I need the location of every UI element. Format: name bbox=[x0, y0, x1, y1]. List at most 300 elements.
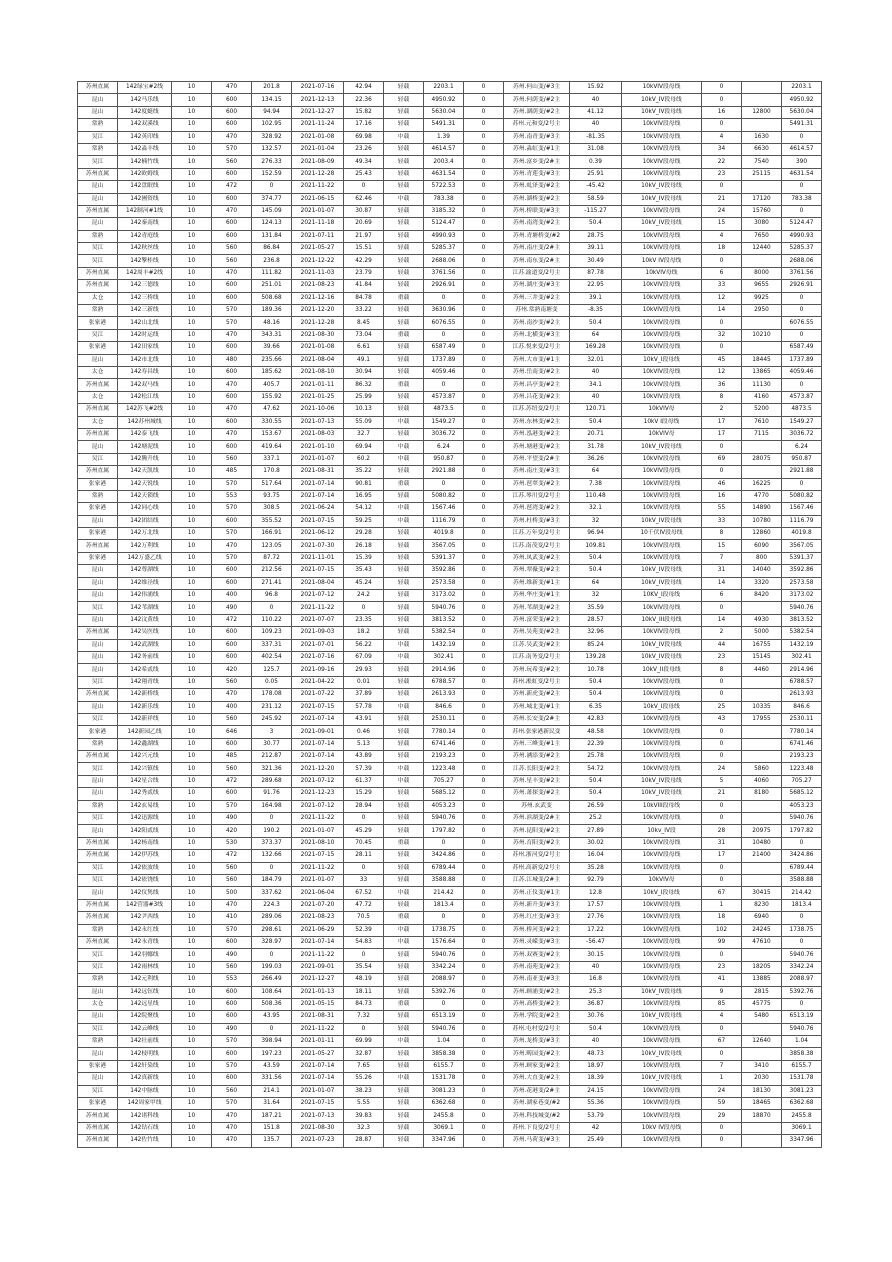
cell-substation: 苏州.常熟南塘变 bbox=[504, 305, 570, 317]
cell-substation: 苏州.青莲变/#3主 bbox=[504, 168, 570, 180]
cell-date: 2021-01-07 bbox=[292, 875, 344, 887]
cell-margin: 50.4 bbox=[570, 676, 622, 688]
cell-substation: 苏州.灵嵘变/#3主 bbox=[504, 936, 570, 948]
table-row bbox=[78, 428, 822, 440]
cell-date: 2021-08-09 bbox=[292, 156, 344, 168]
cell-current-value: 30.77 bbox=[252, 738, 292, 750]
cell-capacity: 2573.58 bbox=[424, 577, 464, 589]
cell-line-name: 142盘眠线 bbox=[118, 181, 172, 193]
cell-capacity: 3761.56 bbox=[424, 267, 464, 279]
cell-users: 17 bbox=[702, 428, 742, 440]
cell-voltage-kv: 10 bbox=[172, 428, 212, 440]
cell-substation: 苏州.元和变/2号主 bbox=[504, 119, 570, 131]
cell-bus-section: 10kVIV段母线 bbox=[622, 156, 702, 168]
cell-line-name: 142苇湖线 bbox=[118, 602, 172, 614]
cell-rated-current: 560 bbox=[212, 961, 252, 973]
cell-line-name: 142依饶线 bbox=[118, 875, 172, 887]
cell-current-value: 398.94 bbox=[252, 1036, 292, 1048]
cell-district: 昆山 bbox=[78, 664, 118, 676]
cell-capacity: 783.38 bbox=[424, 193, 464, 205]
cell-rated-current: 472 bbox=[212, 181, 252, 193]
cell-voltage-kv: 10 bbox=[172, 143, 212, 155]
cell-district: 苏州直属 bbox=[78, 837, 118, 849]
cell-margin: 50.4 bbox=[570, 1023, 622, 1035]
cell-load-rate: 49.34 bbox=[344, 156, 384, 168]
cell-voltage-kv: 10 bbox=[172, 689, 212, 701]
cell-current-value: 135.7 bbox=[252, 1135, 292, 1147]
cell-line-name: 142秀贰线 bbox=[118, 788, 172, 800]
cell-rated-current: 600 bbox=[212, 515, 252, 527]
cell-transferable: 1738.75 bbox=[782, 924, 822, 936]
cell-flag: 0 bbox=[464, 1110, 504, 1122]
table-row bbox=[78, 998, 822, 1010]
cell-substation: 江苏.吴武变/#2主 bbox=[504, 639, 570, 651]
cell-rated-current: 600 bbox=[212, 627, 252, 639]
cell-margin: 39.1 bbox=[570, 292, 622, 304]
cell-bus-section: 10kVIV段母线 bbox=[622, 168, 702, 180]
cell-rated-current: 600 bbox=[212, 639, 252, 651]
cell-line-name: 142雨林线 bbox=[118, 961, 172, 973]
cell-users: 25 bbox=[702, 701, 742, 713]
cell-line-name: 142阳贰线 bbox=[118, 825, 172, 837]
cell-district: 吴江 bbox=[78, 156, 118, 168]
cell-transferable: 1813.4 bbox=[782, 899, 822, 911]
cell-load-rate: 29.93 bbox=[344, 664, 384, 676]
cell-rated-current: 560 bbox=[212, 156, 252, 168]
cell-voltage-kv: 10 bbox=[172, 255, 212, 267]
cell-users: 44 bbox=[702, 639, 742, 651]
cell-flag: 0 bbox=[464, 342, 504, 354]
cell-transferable: 6.24 bbox=[782, 441, 822, 453]
cell-margin: 30.02 bbox=[570, 837, 622, 849]
cell-flag: 0 bbox=[464, 230, 504, 242]
table-row bbox=[78, 850, 822, 862]
cell-substation: 苏州.南湾变/#2主 bbox=[504, 218, 570, 230]
cell-transferable: 5630.04 bbox=[782, 106, 822, 118]
cell-load-level: 轻载 bbox=[384, 986, 424, 998]
cell-bus-section: 10kVIV段母线 bbox=[622, 379, 702, 391]
cell-bus-section: 10kVIV母线 bbox=[622, 267, 702, 279]
cell-margin: 110.48 bbox=[570, 490, 622, 502]
cell-bus-section: 10kV_I段母线 bbox=[622, 701, 702, 713]
cell-date: 2021-07-12 bbox=[292, 775, 344, 787]
cell-flag: 0 bbox=[464, 788, 504, 800]
cell-margin: 16.8 bbox=[570, 974, 622, 986]
cell-current-value: 155.92 bbox=[252, 391, 292, 403]
cell-rated-current: 490 bbox=[212, 813, 252, 825]
table-row bbox=[78, 243, 822, 255]
cell-capacity: 3342.24 bbox=[424, 961, 464, 973]
cell-current-value: 151.8 bbox=[252, 1122, 292, 1134]
cell-district: 吴江 bbox=[78, 131, 118, 143]
cell-current-value: 402.54 bbox=[252, 651, 292, 663]
table-row bbox=[78, 899, 822, 911]
cell-district: 吴江 bbox=[78, 875, 118, 887]
cell-voltage-kv: 10 bbox=[172, 478, 212, 490]
cell-users: 69 bbox=[702, 453, 742, 465]
cell-date: 2021-07-13 bbox=[292, 1110, 344, 1122]
cell-capacity: 302.41 bbox=[424, 651, 464, 663]
cell-date: 2021-12-27 bbox=[292, 106, 344, 118]
cell-users: 0 bbox=[702, 813, 742, 825]
cell-current-value: 0 bbox=[252, 1023, 292, 1035]
cell-load-rate: 21.97 bbox=[344, 230, 384, 242]
cell-date: 2021-07-12 bbox=[292, 590, 344, 602]
cell-date: 2021-01-07 bbox=[292, 1085, 344, 1097]
cell-date: 2021-06-04 bbox=[292, 887, 344, 899]
cell-load-rate: 32.7 bbox=[344, 428, 384, 440]
cell-user-capacity bbox=[742, 466, 782, 478]
cell-capacity: 6155.7 bbox=[424, 1060, 464, 1072]
table-row bbox=[78, 936, 822, 948]
cell-substation: 苏州.维新变/#1主 bbox=[504, 577, 570, 589]
cell-user-capacity: 3320 bbox=[742, 577, 782, 589]
cell-load-level: 轻载 bbox=[384, 168, 424, 180]
cell-flag: 0 bbox=[464, 255, 504, 267]
cell-margin: 28.57 bbox=[570, 614, 622, 626]
cell-current-value: 91.76 bbox=[252, 788, 292, 800]
table-row bbox=[78, 775, 822, 787]
cell-date: 2021-12-16 bbox=[292, 292, 344, 304]
cell-user-capacity: 10335 bbox=[742, 701, 782, 713]
cell-bus-section: 10kVIV母 bbox=[622, 404, 702, 416]
cell-line-name: 142兴元线 bbox=[118, 751, 172, 763]
cell-capacity: 5285.37 bbox=[424, 243, 464, 255]
cell-substation: 苏州.翠薇变/#2主 bbox=[504, 565, 570, 577]
cell-date: 2021-01-07 bbox=[292, 453, 344, 465]
cell-current-value: 355.52 bbox=[252, 515, 292, 527]
cell-voltage-kv: 10 bbox=[172, 627, 212, 639]
cell-load-rate: 0 bbox=[344, 602, 384, 614]
cell-substation: 苏州.湖荫变/#2主 bbox=[504, 106, 570, 118]
cell-rated-current: 570 bbox=[212, 503, 252, 515]
cell-flag: 0 bbox=[464, 1023, 504, 1035]
cell-load-rate: 8.45 bbox=[344, 317, 384, 329]
cell-load-rate: 29.28 bbox=[344, 528, 384, 540]
cell-users: 0 bbox=[702, 1122, 742, 1134]
cell-substation: 苏州.花港变/2#主 bbox=[504, 1085, 570, 1097]
cell-user-capacity: 10780 bbox=[742, 515, 782, 527]
cell-date: 2021-07-15 bbox=[292, 515, 344, 527]
cell-bus-section: 10kVIV段母线 bbox=[622, 230, 702, 242]
cell-load-rate: 17.16 bbox=[344, 119, 384, 131]
cell-load-level: 重载 bbox=[384, 837, 424, 849]
cell-district: 吴江 bbox=[78, 813, 118, 825]
cell-rated-current: 490 bbox=[212, 602, 252, 614]
cell-current-value: 308.5 bbox=[252, 503, 292, 515]
cell-margin: 30.76 bbox=[570, 1011, 622, 1023]
cell-rated-current: 470 bbox=[212, 1122, 252, 1134]
cell-users: 31 bbox=[702, 837, 742, 849]
cell-rated-current: 600 bbox=[212, 168, 252, 180]
cell-load-rate: 22.36 bbox=[344, 94, 384, 106]
cell-current-value: 231.12 bbox=[252, 701, 292, 713]
cell-load-level: 轻载 bbox=[384, 590, 424, 602]
table-row bbox=[78, 1011, 822, 1023]
cell-load-rate: 61.37 bbox=[344, 775, 384, 787]
cell-transferable: 5391.37 bbox=[782, 552, 822, 564]
cell-load-level: 轻载 bbox=[384, 267, 424, 279]
cell-voltage-kv: 10 bbox=[172, 466, 212, 478]
cell-transferable: 4019.8 bbox=[782, 528, 822, 540]
cell-voltage-kv: 10 bbox=[172, 1048, 212, 1060]
cell-line-name: 142英印线 bbox=[118, 131, 172, 143]
cell-date: 2021-08-04 bbox=[292, 354, 344, 366]
cell-substation: 苏州.桥河变/#2主 bbox=[504, 924, 570, 936]
cell-margin: 27.76 bbox=[570, 912, 622, 924]
cell-date: 2021-11-22 bbox=[292, 949, 344, 961]
cell-district: 苏州直属 bbox=[78, 428, 118, 440]
cell-district: 昆山 bbox=[78, 825, 118, 837]
cell-user-capacity: 25115 bbox=[742, 168, 782, 180]
cell-substation: 苏州.南沙变/#2主 bbox=[504, 317, 570, 329]
cell-user-capacity: 12640 bbox=[742, 1036, 782, 1048]
cell-flag: 0 bbox=[464, 639, 504, 651]
cell-user-capacity bbox=[742, 751, 782, 763]
cell-flag: 0 bbox=[464, 292, 504, 304]
cell-bus-section: 10kVIV段母线 bbox=[622, 1085, 702, 1097]
cell-load-level: 轻载 bbox=[384, 1122, 424, 1134]
cell-load-rate: 23.26 bbox=[344, 143, 384, 155]
cell-current-value: 212.56 bbox=[252, 565, 292, 577]
cell-substation: 苏州.东林变/#2主 bbox=[504, 416, 570, 428]
cell-users: 55 bbox=[702, 503, 742, 515]
cell-load-level: 轻载 bbox=[384, 751, 424, 763]
cell-capacity: 5392.76 bbox=[424, 986, 464, 998]
cell-current-value: 145.09 bbox=[252, 205, 292, 217]
cell-margin: 42 bbox=[570, 1122, 622, 1134]
cell-district: 昆山 bbox=[78, 590, 118, 602]
cell-rated-current: 420 bbox=[212, 825, 252, 837]
cell-bus-section: 10kV_I段母线 bbox=[622, 354, 702, 366]
cell-voltage-kv: 10 bbox=[172, 614, 212, 626]
cell-substation: 江苏.琴川变/2号主 bbox=[504, 490, 570, 502]
cell-load-level: 轻载 bbox=[384, 961, 424, 973]
cell-margin: -8.35 bbox=[570, 305, 622, 317]
cell-line-name: 142云峰线 bbox=[118, 1023, 172, 1035]
cell-load-rate: 69.99 bbox=[344, 1036, 384, 1048]
cell-margin: 30.49 bbox=[570, 255, 622, 267]
cell-voltage-kv: 10 bbox=[172, 676, 212, 688]
cell-load-level: 轻载 bbox=[384, 540, 424, 552]
table-row bbox=[78, 639, 822, 651]
cell-district: 常熟 bbox=[78, 305, 118, 317]
cell-rated-current: 470 bbox=[212, 1110, 252, 1122]
cell-capacity: 1797.82 bbox=[424, 825, 464, 837]
cell-line-name: 142翔青线 bbox=[118, 676, 172, 688]
cell-user-capacity: 4160 bbox=[742, 391, 782, 403]
cell-flag: 0 bbox=[464, 726, 504, 738]
cell-transferable: 3347.96 bbox=[782, 1135, 822, 1147]
cell-flag: 0 bbox=[464, 1036, 504, 1048]
cell-substation: 苏州.南庄变/#3主 bbox=[504, 466, 570, 478]
cell-load-rate: 56.22 bbox=[344, 639, 384, 651]
cell-margin: 40 bbox=[570, 119, 622, 131]
cell-user-capacity bbox=[742, 949, 782, 961]
cell-bus-section: 10kVIV段母线 bbox=[622, 689, 702, 701]
cell-voltage-kv: 10 bbox=[172, 1122, 212, 1134]
cell-users: 0 bbox=[702, 1048, 742, 1060]
cell-date: 2021-01-04 bbox=[292, 143, 344, 155]
cell-line-name: 142三新线 bbox=[118, 305, 172, 317]
cell-line-name: 142秦南线 bbox=[118, 218, 172, 230]
cell-current-value: 134.15 bbox=[252, 94, 292, 106]
cell-rated-current: 470 bbox=[212, 540, 252, 552]
cell-margin: 64 bbox=[570, 577, 622, 589]
cell-transferable: 2688.06 bbox=[782, 255, 822, 267]
table-row bbox=[78, 1023, 822, 1035]
cell-capacity: 0 bbox=[424, 478, 464, 490]
cell-current-value: 31.64 bbox=[252, 1098, 292, 1110]
cell-transferable: 5940.76 bbox=[782, 949, 822, 961]
table-row bbox=[78, 763, 822, 775]
table-row bbox=[78, 317, 822, 329]
cell-flag: 0 bbox=[464, 887, 504, 899]
cell-district: 苏州直属 bbox=[78, 627, 118, 639]
cell-line-name: 142同心线 bbox=[118, 503, 172, 515]
cell-user-capacity: 17120 bbox=[742, 193, 782, 205]
cell-user-capacity: 18205 bbox=[742, 961, 782, 973]
cell-date: 2021-07-16 bbox=[292, 651, 344, 663]
cell-bus-section: 10kV_IV段母线 bbox=[622, 986, 702, 998]
cell-line-name: 142依波线 bbox=[118, 862, 172, 874]
cell-load-rate: 49.1 bbox=[344, 354, 384, 366]
cell-rated-current: 570 bbox=[212, 552, 252, 564]
table-row bbox=[78, 181, 822, 193]
table-row bbox=[78, 713, 822, 725]
cell-load-rate: 73.04 bbox=[344, 329, 384, 341]
cell-transferable: 4053.23 bbox=[782, 800, 822, 812]
cell-capacity: 0 bbox=[424, 837, 464, 849]
cell-flag: 0 bbox=[464, 205, 504, 217]
cell-load-level: 轻载 bbox=[384, 156, 424, 168]
table-row bbox=[78, 515, 822, 527]
cell-line-name: 142欧姆线 bbox=[118, 168, 172, 180]
cell-load-rate: 28.94 bbox=[344, 800, 384, 812]
cell-load-rate: 57.78 bbox=[344, 701, 384, 713]
cell-current-value: 0 bbox=[252, 862, 292, 874]
cell-line-name: 142汶黄线 bbox=[118, 614, 172, 626]
cell-substation: 苏州.顾家变/#2主 bbox=[504, 1060, 570, 1072]
cell-load-level: 重载 bbox=[384, 329, 424, 341]
cell-flag: 0 bbox=[464, 528, 504, 540]
cell-transferable: 6513.19 bbox=[782, 1011, 822, 1023]
cell-users: 9 bbox=[702, 986, 742, 998]
cell-bus-section: 10KV_I段母线 bbox=[622, 590, 702, 602]
cell-rated-current: 600 bbox=[212, 193, 252, 205]
cell-load-level: 轻载 bbox=[384, 354, 424, 366]
cell-flag: 0 bbox=[464, 800, 504, 812]
cell-flag: 0 bbox=[464, 862, 504, 874]
cell-transferable: 1797.82 bbox=[782, 825, 822, 837]
cell-capacity: 1.04 bbox=[424, 1036, 464, 1048]
cell-transferable: 3424.86 bbox=[782, 850, 822, 862]
cell-transferable: 3761.56 bbox=[782, 267, 822, 279]
cell-line-name: 142壮前线 bbox=[118, 1036, 172, 1048]
cell-margin: 50.4 bbox=[570, 416, 622, 428]
cell-load-level: 轻载 bbox=[384, 255, 424, 267]
cell-flag: 0 bbox=[464, 168, 504, 180]
cell-load-level: 中载 bbox=[384, 416, 424, 428]
cell-line-name: 142星合线 bbox=[118, 775, 172, 787]
cell-transferable: 6155.7 bbox=[782, 1060, 822, 1072]
cell-line-name: 142三桥线 bbox=[118, 292, 172, 304]
cell-substation: 江苏.苏纽变/2号主 bbox=[504, 404, 570, 416]
cell-load-level: 轻载 bbox=[384, 627, 424, 639]
cell-flag: 0 bbox=[464, 305, 504, 317]
cell-load-rate: 0.01 bbox=[344, 676, 384, 688]
cell-substation: 苏州.虬泽变/#2主 bbox=[504, 181, 570, 193]
cell-voltage-kv: 10 bbox=[172, 515, 212, 527]
cell-users: 0 bbox=[702, 342, 742, 354]
cell-load-rate: 20.69 bbox=[344, 218, 384, 230]
cell-rated-current: 570 bbox=[212, 1060, 252, 1072]
cell-substation: 苏州.育阳变/#2主 bbox=[504, 837, 570, 849]
cell-bus-section: 10kVIV段母线 bbox=[622, 949, 702, 961]
cell-voltage-kv: 10 bbox=[172, 961, 212, 973]
table-row bbox=[78, 329, 822, 341]
cell-voltage-kv: 10 bbox=[172, 305, 212, 317]
table-row bbox=[78, 1036, 822, 1048]
cell-users: 1 bbox=[702, 899, 742, 911]
cell-transferable: 3588.88 bbox=[782, 875, 822, 887]
cell-flag: 0 bbox=[464, 813, 504, 825]
cell-date: 2021-07-11 bbox=[292, 230, 344, 242]
cell-line-name: 142制河#1线 bbox=[118, 205, 172, 217]
cell-bus-section: 10kVIV段母线 bbox=[622, 924, 702, 936]
cell-load-level: 中载 bbox=[384, 1036, 424, 1048]
cell-transferable: 5285.37 bbox=[782, 243, 822, 255]
cell-load-level: 轻载 bbox=[384, 664, 424, 676]
cell-rated-current: 600 bbox=[212, 292, 252, 304]
cell-substation: 苏州.下良变/2号主 bbox=[504, 1122, 570, 1134]
cell-capacity: 2455.8 bbox=[424, 1110, 464, 1122]
cell-user-capacity: 4930 bbox=[742, 614, 782, 626]
cell-date: 2021-11-22 bbox=[292, 862, 344, 874]
cell-bus-section: 10kVIV段母线 bbox=[622, 243, 702, 255]
cell-voltage-kv: 10 bbox=[172, 1098, 212, 1110]
cell-district: 张家港 bbox=[78, 1098, 118, 1110]
cell-voltage-kv: 10 bbox=[172, 837, 212, 849]
cell-voltage-kv: 10 bbox=[172, 1135, 212, 1147]
cell-flag: 0 bbox=[464, 775, 504, 787]
cell-rated-current: 560 bbox=[212, 875, 252, 887]
cell-substation: 苏州.高桥变/#2主 bbox=[504, 998, 570, 1010]
cell-bus-section: 10kVIV段母线 bbox=[622, 466, 702, 478]
cell-flag: 0 bbox=[464, 924, 504, 936]
cell-margin: 32.96 bbox=[570, 627, 622, 639]
cell-capacity: 1432.19 bbox=[424, 639, 464, 651]
cell-load-level: 轻载 bbox=[384, 218, 424, 230]
cell-user-capacity: 28075 bbox=[742, 453, 782, 465]
cell-load-rate: 25.99 bbox=[344, 391, 384, 403]
cell-bus-section: 10kV_IV段母线 bbox=[622, 94, 702, 106]
cell-load-level: 轻载 bbox=[384, 800, 424, 812]
cell-user-capacity: 9655 bbox=[742, 280, 782, 292]
cell-district: 常熟 bbox=[78, 974, 118, 986]
cell-load-rate: 54.12 bbox=[344, 503, 384, 515]
cell-bus-section: 10kV_II段母线 bbox=[622, 664, 702, 676]
cell-load-level: 轻载 bbox=[384, 1098, 424, 1110]
cell-current-value: 0 bbox=[252, 949, 292, 961]
cell-bus-section: 10kV_IV段母线 bbox=[622, 515, 702, 527]
cell-transferable: 3567.05 bbox=[782, 540, 822, 552]
cell-load-rate: 7.65 bbox=[344, 1060, 384, 1072]
cell-line-name: 142圃资线 bbox=[118, 193, 172, 205]
cell-load-level: 中载 bbox=[384, 1073, 424, 1085]
cell-current-value: 93.75 bbox=[252, 490, 292, 502]
cell-margin: 25.3 bbox=[570, 986, 622, 998]
